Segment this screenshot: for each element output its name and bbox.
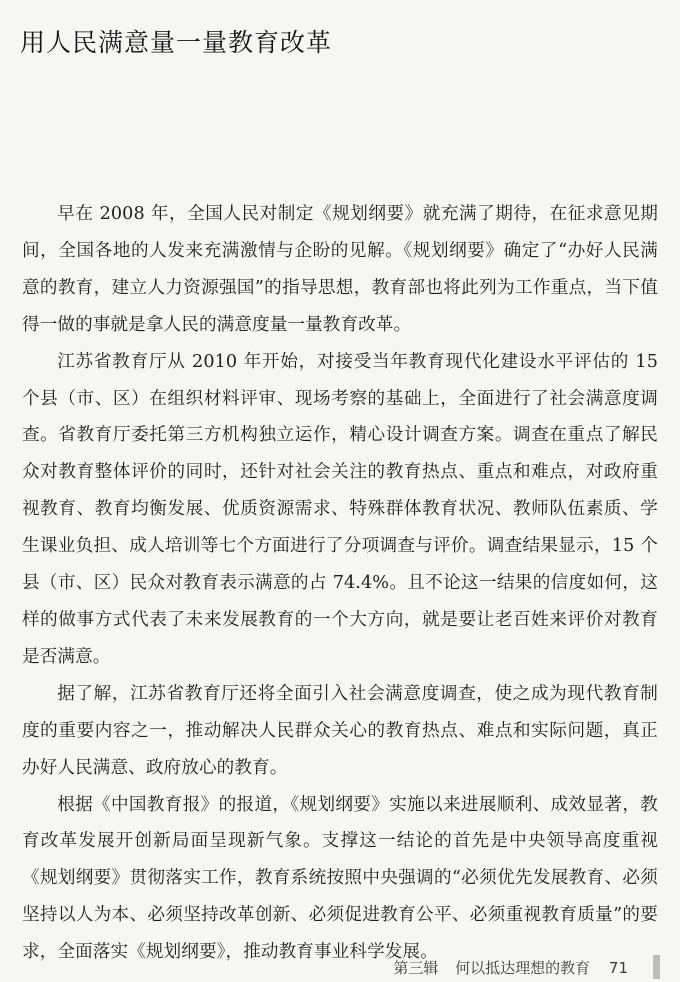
page-title: 用人民满意量一量教育改革 bbox=[20, 27, 333, 57]
page-number: 71 bbox=[608, 959, 628, 977]
paragraph: 据了解，江苏省教育厅还将全面引入社会满意度调查，使之成为现代教育制度的重要内容之一，推动解决人民群众关心的教育热点、难点和实际问题，真正办好人民满意、政府放心的教育。 bbox=[22, 683, 658, 778]
paragraph: 根据《中国教育报》的报道，《规划纲要》实施以来进展顺利、成效显著，教育改革发展开创新局面呈现新气象。支撑这一结论的首先是中央领导高度重视《规划纲要》贯彻落实工作，教育系统按照中央强调的“必须优先发展教育、必须坚持以人为本、必须坚持改革创新、必须促进教育公平、必须重视教育质量”的要求，全面落实《规划纲要》，推动教育事业科学发展。 bbox=[22, 794, 658, 963]
page-footer bbox=[393, 957, 628, 978]
page-edge-marker bbox=[653, 955, 660, 979]
article-body bbox=[22, 196, 658, 971]
paragraph: 江苏省教育厅从 2010 年开始，对接受当年教育现代化建设水平评估的 15 个县（市、区）在组织材料评审、现场考察的基础上，全面进行了社会满意度调查。省教育厅委托第三方机构独立运作，精心设计调查方案。调查在重点了解民众对教育整体评价的同时，还针对社会关注的教育热点、重点和难点，对政府重视教育、教育均衡发展、优质资源需求、特殊群体教育状况、教师队伍素质、学生课业负担、成人培训等七个方面进行了分项调查与评价。调查结果显示，15 个县（市、区）民众对教育表示满意的占 74.4%。且不论这一结果的信度如何，这样的做事方式代表了未来发展教育的一个大方向，就是要让老百姓来评价对教育是否满意。 bbox=[22, 351, 658, 667]
paragraph: 早在 2008 年，全国人民对制定《规划纲要》就充满了期待，在征求意见期间，全国各地的人发来充满激情与企盼的见解。《规划纲要》确定了“办好人民满意的教育，建立人力资源强国”的指导思想，教育部也将此列为工作重点，当下值得一做的事就是拿人民的满意度量一量教育改革。 bbox=[22, 204, 658, 335]
footer-section-title: 何以抵达理想的教育 bbox=[455, 959, 591, 977]
footer-chapter: 第三辑 bbox=[393, 959, 439, 977]
